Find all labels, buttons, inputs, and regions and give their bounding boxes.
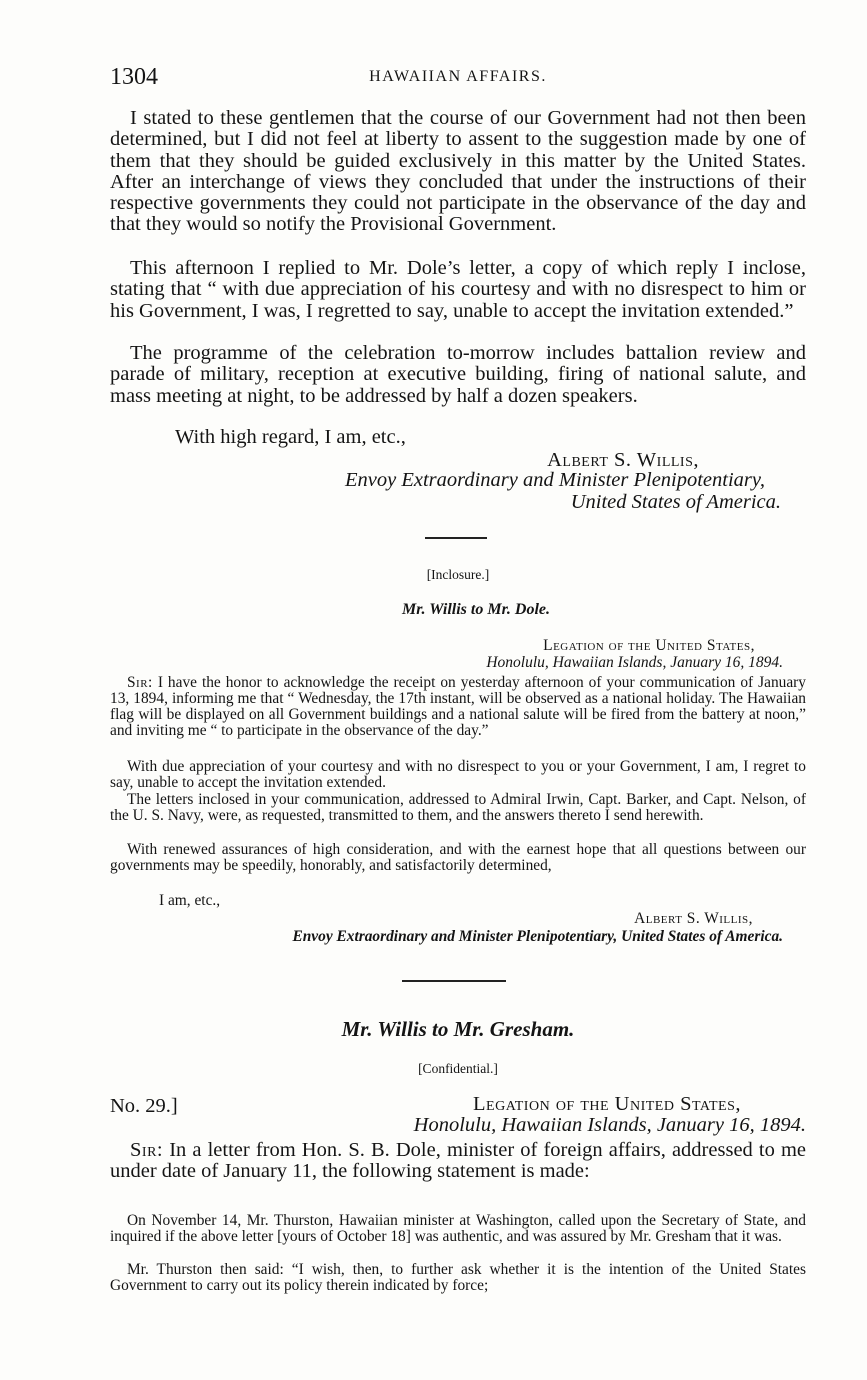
inclosure-label: [Inclosure.] [426, 567, 490, 582]
section-divider [402, 980, 506, 982]
inclosure-salutation: Sir: [127, 674, 153, 691]
inclosure-paragraph-4: With renewed assurances of high consideration, and with the earnest hope that all questions between our governments may be speedily, honorably, and satisfactorily determined, [110, 841, 806, 874]
section-divider [425, 537, 487, 539]
inclosure-place-1: Legation of the United States, [543, 637, 755, 654]
letter2-label: [Confidential.] [418, 1061, 498, 1076]
letter2-heading: Mr. Willis to Mr. Gresham. [341, 1017, 575, 1041]
letter1-paragraph-1: I stated to these gentlemen that the course of our Government had not then been determined, but I did not feel at liberty to assent to the suggestion made by one of them that they should be guided exclusively in this matter by the United States. After an interchange of views they concluded that under the instructions of their respective governments they could not participate in the observance of the day and that they would so notify the Provisional Government. [110, 107, 806, 236]
letter2-place-2: Honolulu, Hawaiian Islands, January 16, 1894. [413, 1114, 806, 1136]
page-header [110, 64, 806, 94]
letter2-quote-1: On November 14, Mr. Thurston, Hawaiian minister at Washington, called upon the Secretary of State, and inquired if the above letter [yours of October 18] was authentic, and was assured by Mr. Gresham that it was. [110, 1212, 806, 1245]
letter2-paragraph-1 [110, 1140, 806, 1183]
inclosure-closing: I am, etc., [159, 892, 221, 909]
letter2-quote-2: Mr. Thurston then said: “I wish, then, to further ask whether it is the intention of the United States Government to carry out its policy therein indicated by force; [110, 1261, 806, 1294]
inclosure-paragraph-1-text: I have the honor to acknowledge the receipt on yesterday afternoon of your communication of January 13, 1894, informing me that “ Wednesday, the 17th instant, will be observed as a national holiday. The Hawaiian flag will be displayed on all Government buildings and a national salute will be fired from the battery at noon,” and inviting me “ to participate in the observance of the day.” [110, 674, 806, 739]
letter1-signer-title-1: Envoy Extraordinary and Minister Plenipotentiary, [345, 469, 765, 491]
inclosure-paragraph-2: With due appreciation of your courtesy and with no disrespect to you or your Government, I am, I regret to say, unable to accept the invitation extended. [110, 758, 806, 791]
running-title: HAWAIIAN AFFAIRS. [369, 68, 547, 85]
letter2-number: No. 29.] [110, 1095, 178, 1117]
inclosure-heading: Mr. Willis to Mr. Dole. [401, 601, 551, 618]
page-number: 1304 [110, 64, 158, 90]
inclosure-signer: Albert S. Willis, [634, 910, 753, 927]
letter2-paragraph-1-text: In a letter from Hon. S. B. Dole, minister of foreign affairs, addressed to me under date of January 11, the following statement is made: [110, 1139, 806, 1183]
letter1-paragraph-2: This afternoon I replied to Mr. Dole’s letter, a copy of which reply I inclose, stating that “ with due appreciation of his courtesy and with no disrespect to him or his Government, I was, I regretted to say, unable to accept the invitation extended.” [110, 257, 806, 322]
letter2-place-1: Legation of the United States, [473, 1093, 741, 1115]
letter1-signer-title-2: United States of America. [570, 491, 781, 513]
inclosure-paragraph-1 [110, 675, 806, 739]
inclosure-place-2: Honolulu, Hawaiian Islands, January 16, 1894. [486, 654, 783, 671]
inclosure-signer-title: Envoy Extraordinary and Minister Plenipotentiary, United States of America. [292, 928, 783, 945]
letter1-signer: Albert S. Willis, [547, 449, 699, 471]
inclosure-paragraph-3: The letters inclosed in your communication, addressed to Admiral Irwin, Capt. Barker, and Capt. Nelson, of the U. S. Navy, were, as requested, transmitted to them, and the answers thereto I send herewith. [110, 791, 806, 824]
letter1-closing: With high regard, I am, etc., [175, 426, 406, 448]
letter2-salutation: Sir: [130, 1139, 164, 1161]
letter1-paragraph-3: The programme of the celebration to-morrow includes battalion review and parade of military, reception at executive building, firing of national salute, and mass meeting at night, to be addressed by half a dozen speakers. [110, 342, 806, 407]
